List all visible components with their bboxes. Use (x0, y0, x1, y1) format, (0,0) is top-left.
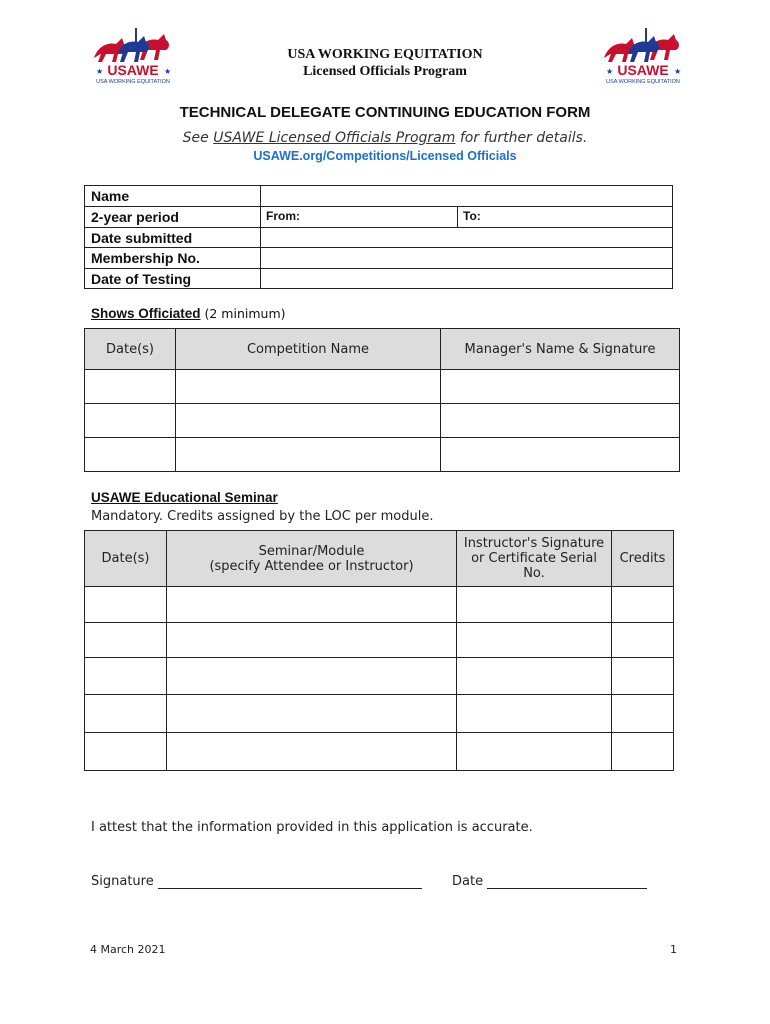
shows-cell[interactable] (441, 438, 680, 472)
seminar-cell[interactable] (85, 695, 167, 733)
svg-text:★: ★ (606, 67, 614, 76)
seminar-heading: USAWE Educational Seminar (91, 490, 278, 505)
seminar-cell[interactable] (457, 733, 612, 771)
date-line[interactable] (487, 874, 647, 889)
seminar-cell[interactable] (167, 733, 457, 771)
logo-text: USAWE (617, 62, 669, 78)
shows-cell[interactable] (85, 404, 176, 438)
org-name: USA WORKING EQUITATION (287, 47, 483, 62)
page-number: 1 (670, 943, 677, 956)
table-row (85, 404, 680, 438)
table-row (85, 370, 680, 404)
seminar-cell[interactable] (457, 623, 612, 658)
to-label: To: (463, 209, 481, 223)
logo-subtext: USA WORKING EQUITATION (606, 79, 680, 84)
shows-title: Shows Officiated (91, 306, 201, 321)
period-to-field[interactable] (458, 207, 673, 228)
seminar-cell[interactable] (85, 733, 167, 771)
svg-text:★: ★ (96, 67, 104, 76)
table-row (85, 438, 680, 472)
seminar-cell[interactable] (612, 623, 674, 658)
table-row (85, 623, 674, 658)
footer-date: 4 March 2021 (90, 943, 166, 956)
seminar-cell[interactable] (85, 623, 167, 658)
shows-col-dates: Date(s) (85, 329, 176, 370)
seminar-cell[interactable] (457, 658, 612, 695)
seminar-cell[interactable] (85, 587, 167, 623)
shows-cell[interactable] (176, 404, 441, 438)
testing-date-label: Date of Testing (85, 269, 261, 289)
seminar-cell[interactable] (85, 658, 167, 695)
shows-table (84, 328, 680, 472)
seminar-cell[interactable] (167, 623, 457, 658)
shows-cell[interactable] (176, 370, 441, 404)
name-label: Name (85, 186, 261, 207)
period-from-field[interactable] (261, 207, 458, 228)
seminar-col-module (167, 531, 457, 587)
logo-subtext: USA WORKING EQUITATION (96, 79, 170, 84)
program-link[interactable]: USAWE Licensed Officials Program (213, 130, 456, 146)
seminar-col-credits: Credits (612, 531, 674, 587)
page-title: TECHNICAL DELEGATE CONTINUING EDUCATION FORM (179, 104, 591, 121)
svg-text:★: ★ (164, 67, 172, 76)
subtitle (0, 130, 770, 146)
seminar-cell[interactable] (167, 695, 457, 733)
seminar-cell[interactable] (612, 587, 674, 623)
seminar-cell[interactable] (167, 658, 457, 695)
signature-label: Signature (91, 874, 154, 889)
seminar-cell[interactable] (612, 658, 674, 695)
date-submitted-label: Date submitted (85, 228, 261, 248)
info-table (84, 185, 673, 289)
seminar-col-dates: Date(s) (85, 531, 167, 587)
seminar-col-module-line2: (specify Attendee or Instructor) (209, 558, 414, 574)
shows-cell[interactable] (176, 438, 441, 472)
seminar-description: Mandatory. Credits assigned by the LOC per module. (91, 509, 434, 524)
subtitle-prefix: See (182, 130, 214, 146)
shows-cell[interactable] (441, 404, 680, 438)
from-label: From: (266, 209, 300, 223)
logo-text: USAWE (107, 62, 159, 78)
seminar-cell[interactable] (167, 587, 457, 623)
testing-date-field[interactable] (261, 269, 673, 289)
shows-cell[interactable] (441, 370, 680, 404)
table-row (85, 733, 674, 771)
seminar-col-instructor-line1: Instructor's Signature (463, 536, 605, 551)
signature-line[interactable] (158, 874, 422, 889)
shows-cell[interactable] (85, 438, 176, 472)
seminar-col-instructor-line2: or Certificate Serial (471, 551, 597, 566)
name-field[interactable] (261, 186, 673, 207)
table-row (85, 587, 674, 623)
svg-text:★: ★ (674, 67, 682, 76)
subtitle-suffix: for further details. (455, 130, 588, 146)
date-row (452, 874, 647, 889)
shows-cell[interactable] (85, 370, 176, 404)
table-row (85, 695, 674, 733)
website-link[interactable]: USAWE.org/Competitions/Licensed Officials (253, 149, 517, 163)
attest-statement: I attest that the information provided in this application is accurate. (91, 820, 533, 835)
seminar-cell[interactable] (457, 695, 612, 733)
seminar-col-instructor (457, 531, 612, 587)
table-row (85, 658, 674, 695)
shows-col-competition: Competition Name (176, 329, 441, 370)
date-label: Date (452, 874, 484, 889)
program-name: Licensed Officials Program (303, 64, 467, 79)
shows-col-manager: Manager's Name & Signature (441, 329, 680, 370)
seminar-cell[interactable] (457, 587, 612, 623)
seminar-cell[interactable] (612, 733, 674, 771)
shows-heading (91, 306, 286, 322)
membership-field[interactable] (261, 248, 673, 269)
shows-note: (2 minimum) (200, 306, 286, 321)
membership-label: Membership No. (85, 248, 261, 269)
seminar-cell[interactable] (612, 695, 674, 733)
seminar-col-instructor-line3: No. (523, 566, 545, 581)
date-submitted-field[interactable] (261, 228, 673, 248)
seminar-col-module-line1: Seminar/Module (258, 543, 365, 559)
signature-row (91, 874, 422, 889)
seminar-table (84, 530, 674, 771)
period-label: 2-year period (85, 207, 261, 228)
